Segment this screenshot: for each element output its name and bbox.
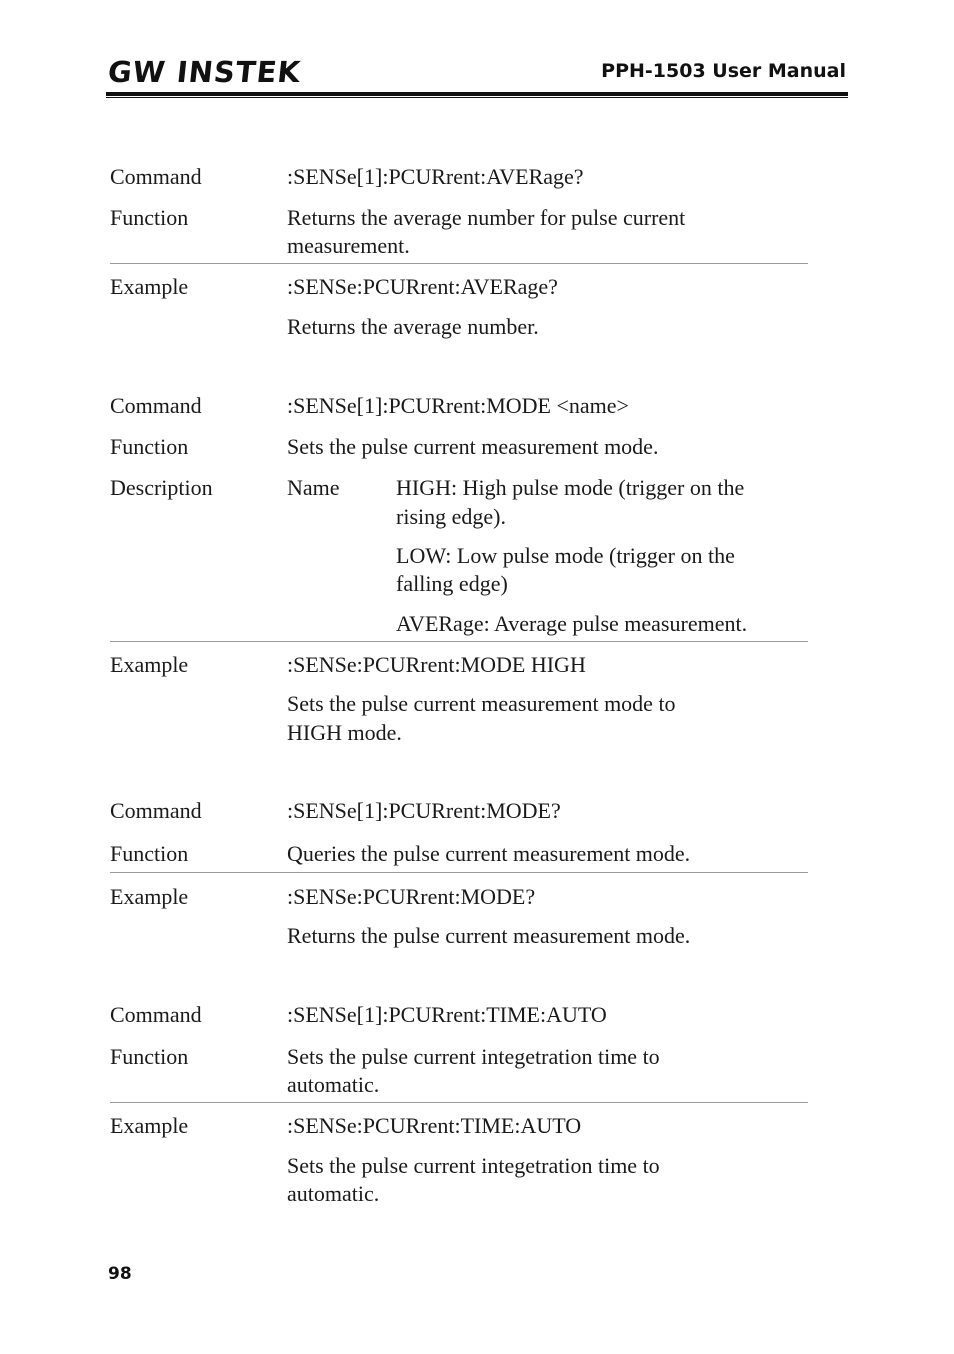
function-label: Function	[110, 434, 189, 459]
example-text-line: HIGH mode.	[287, 720, 402, 745]
description-label: Description	[110, 475, 213, 500]
example-text-line: automatic.	[287, 1181, 380, 1206]
parameter-value-line: AVERage: Average pulse measurement.	[396, 611, 748, 636]
command-label: Command	[110, 164, 202, 189]
function-text-line: measurement.	[287, 233, 410, 258]
example-label: Example	[110, 1113, 189, 1138]
section-divider	[110, 263, 808, 264]
parameter-value-line: LOW: Low pulse mode (trigger on the	[396, 543, 735, 568]
example-label: Example	[110, 274, 189, 299]
function-text-line: automatic.	[287, 1072, 380, 1097]
parameter-value-line: HIGH: High pulse mode (trigger on the	[396, 475, 745, 500]
header-rule-thin	[106, 97, 848, 98]
example-text-line: Sets the pulse current measurement mode to	[287, 691, 676, 716]
example-command: :SENSe:PCURrent:MODE HIGH	[287, 652, 586, 677]
example-label: Example	[110, 884, 189, 909]
example-command: :SENSe:PCURrent:TIME:AUTO	[287, 1113, 582, 1138]
parameter-name: Name	[287, 475, 340, 500]
function-text-line: Queries the pulse current measurement mode.	[287, 841, 691, 866]
function-label: Function	[110, 841, 189, 866]
example-command: :SENSe:PCURrent:AVERage?	[287, 274, 558, 299]
command-syntax: :SENSe[1]:PCURrent:MODE <name>	[287, 393, 629, 418]
parameter-value-line: rising edge).	[396, 504, 506, 529]
section-divider	[110, 872, 808, 873]
example-command: :SENSe:PCURrent:MODE?	[287, 884, 536, 909]
example-text-line: Sets the pulse current integetration time to	[287, 1153, 660, 1178]
function-label: Function	[110, 1044, 189, 1069]
parameter-value-line: falling edge)	[396, 571, 508, 596]
command-label: Command	[110, 1002, 202, 1027]
command-label: Command	[110, 798, 202, 823]
page-number: 98	[108, 1264, 132, 1284]
manual-title: PPH-1503 User Manual	[601, 60, 846, 82]
function-text-line: Sets the pulse current measurement mode.	[287, 434, 659, 459]
function-label: Function	[110, 205, 189, 230]
example-label: Example	[110, 652, 189, 677]
example-text-line: Returns the pulse current measurement mode.	[287, 923, 691, 948]
command-label: Command	[110, 393, 202, 418]
function-text-line: Returns the average number for pulse current	[287, 205, 686, 230]
command-syntax: :SENSe[1]:PCURrent:MODE?	[287, 798, 561, 823]
header-rule-thick	[106, 92, 848, 96]
section-divider	[110, 1102, 808, 1103]
command-syntax: :SENSe[1]:PCURrent:AVERage?	[287, 164, 584, 189]
section-divider	[110, 641, 808, 642]
command-syntax: :SENSe[1]:PCURrent:TIME:AUTO	[287, 1002, 607, 1027]
example-text-line: Returns the average number.	[287, 314, 539, 339]
brand-logo: GW INSTEK	[106, 55, 303, 89]
function-text-line: Sets the pulse current integetration time to	[287, 1044, 660, 1069]
